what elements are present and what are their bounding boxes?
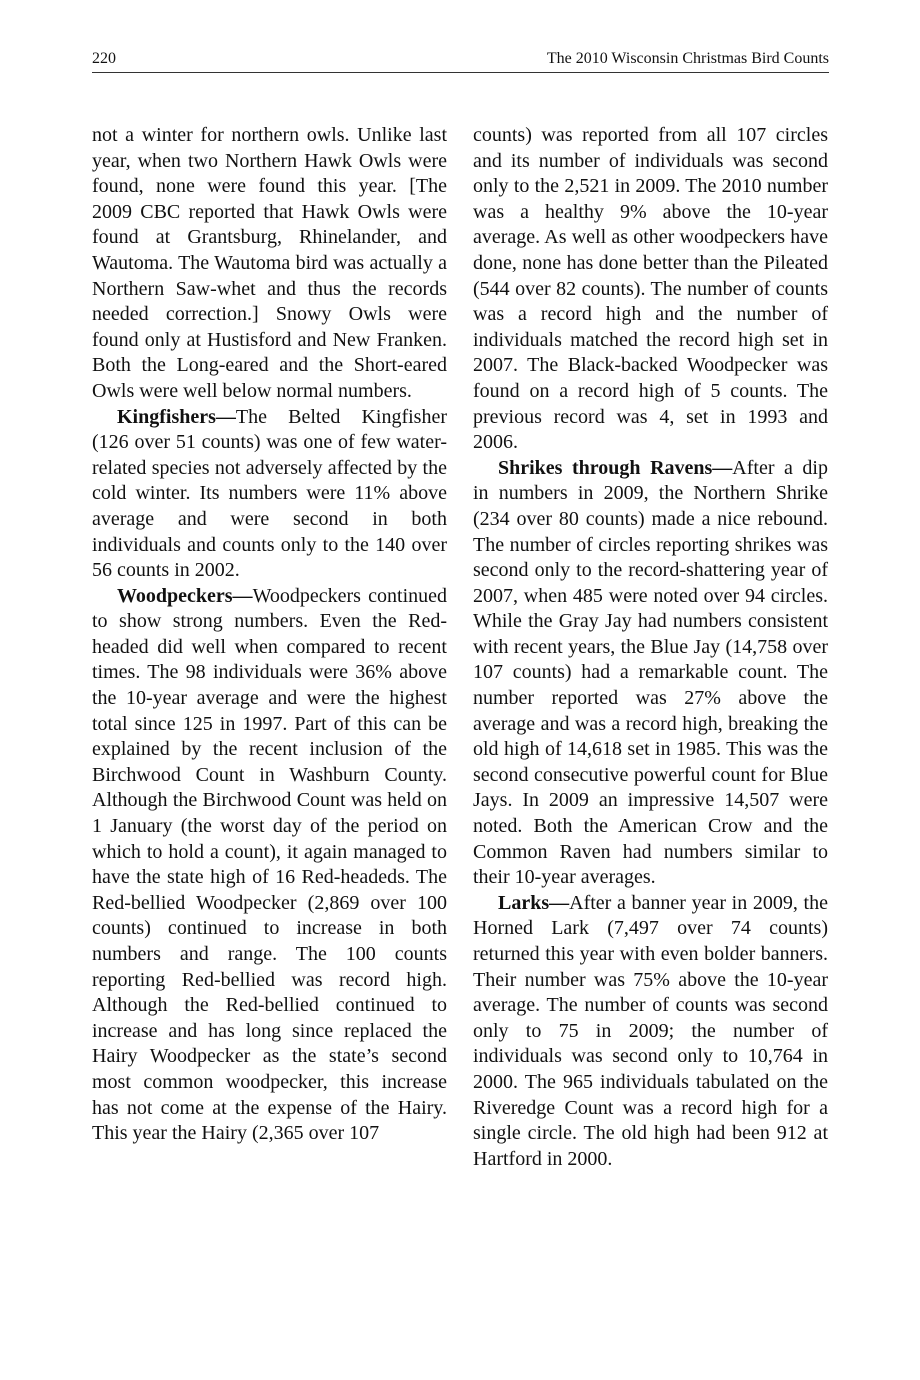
section-heading: Kingfishers— (117, 405, 236, 428)
section-heading: Woodpeckers— (117, 584, 253, 607)
kingfishers-paragraph (92, 405, 447, 584)
woodpeckers-paragraph-continued (473, 123, 828, 456)
paragraph-text: not a winter for northern owls. Unlike last year, when two Northern Hawk Owls were found, none were found this year. [The 2009 CBC reported that Hawk Owls were found at Grantsburg, Rhinelander, and Wautoma. The Wautoma bird was actually a Northern Saw-whet and thus the records needed correction.] Snowy Owls were found only at Hustisford and New Franken. Both the Long-eared and the Short-eared Owls were well below normal numbers. (92, 124, 447, 402)
paragraph-text: The Belted Kingfisher (126 over 51 counts) was one of few water-related species not adversely affected by the cold winter. Its numbers were 11% above average and were second in both individuals and counts only to the 140 over 56 counts in 2002. (92, 405, 447, 582)
page-header (92, 48, 829, 73)
paragraph-text: counts) was reported from all 107 circles and its number of individuals was second only to the 2,521 in 2009. The 2010 number was a healthy 9% above the 10-year average. As well as other woodpeckers have done, none has done better than the Pileated (544 over 82 counts). The number of counts was a record high and the number of individuals matched the record high set in 2007. The Black-backed Woodpecker was found on a record high of 5 counts. The previous record was 4, set in 1993 and 2006. (473, 124, 828, 454)
woodpeckers-paragraph (92, 584, 447, 1147)
left-column (92, 123, 447, 1147)
paragraph-text: Woodpeckers continued to show strong numbers. Even the Red-headed did well when compared to recent times. The 98 individuals were 36% above the 10-year average and were the highest total since 125 in 1997. Part of this can be explained by the recent inclusion of the Birchwood Count in Washburn County. Although the Birchwood Count was held on 1 January (the worst day of the period on which to hold a count), it again managed to have the state high of 16 Red-headeds. The Red-bellied Woodpecker (2,869 over 100 counts) continued to increase in both numbers and range. The 100 counts reporting Red-bellied was record high. Although the Red-bellied continued to increase and has long since replaced the Hairy Woodpecker as the state’s second most common woodpecker, this increase has not come at the expense of the Hairy. This year the Hairy (2,365 over 107 (92, 584, 447, 1145)
running-title: The 2010 Wisconsin Christmas Bird Counts (546, 50, 829, 67)
larks-paragraph (473, 891, 828, 1173)
section-heading: Larks— (498, 891, 570, 914)
shrikes-ravens-paragraph (473, 456, 828, 891)
section-heading: Shrikes through Ravens— (498, 456, 733, 479)
paragraph-text: After a dip in numbers in 2009, the Northern Shrike (234 over 80 counts) made a nice rebound. The number of circles reporting shrikes was second only to the record-shattering year of 2007, when 485 were noted over 94 circles. While the Gray Jay had numbers consistent with recent years, the Blue Jay (14,758 over 107 counts) had a remarkable count. The number reported was 27% above the average and was a record high, breaking the old high of 14,618 set in 1985. This was the second consecutive powerful count for Blue Jays. In 2009 an impressive 14,507 were noted. Both the American Crow and the Common Raven had numbers similar to their 10-year averages. (473, 456, 828, 889)
owls-paragraph-continued (92, 123, 447, 405)
paragraph-text: After a banner year in 2009, the Horned Lark (7,497 over 74 counts) returned this year with even bolder banners. Their number was 75% above the 10-year average. The number of counts was second only to 75 in 2009; the number of individuals was second only to 10,764 in 2000. The 965 individuals tabulated on the Riveredge Count was a record high for a single circle. The old high had been 912 at Hartford in 2000. (473, 891, 828, 1170)
right-column (473, 123, 828, 1172)
page-number: 220 (92, 50, 116, 67)
